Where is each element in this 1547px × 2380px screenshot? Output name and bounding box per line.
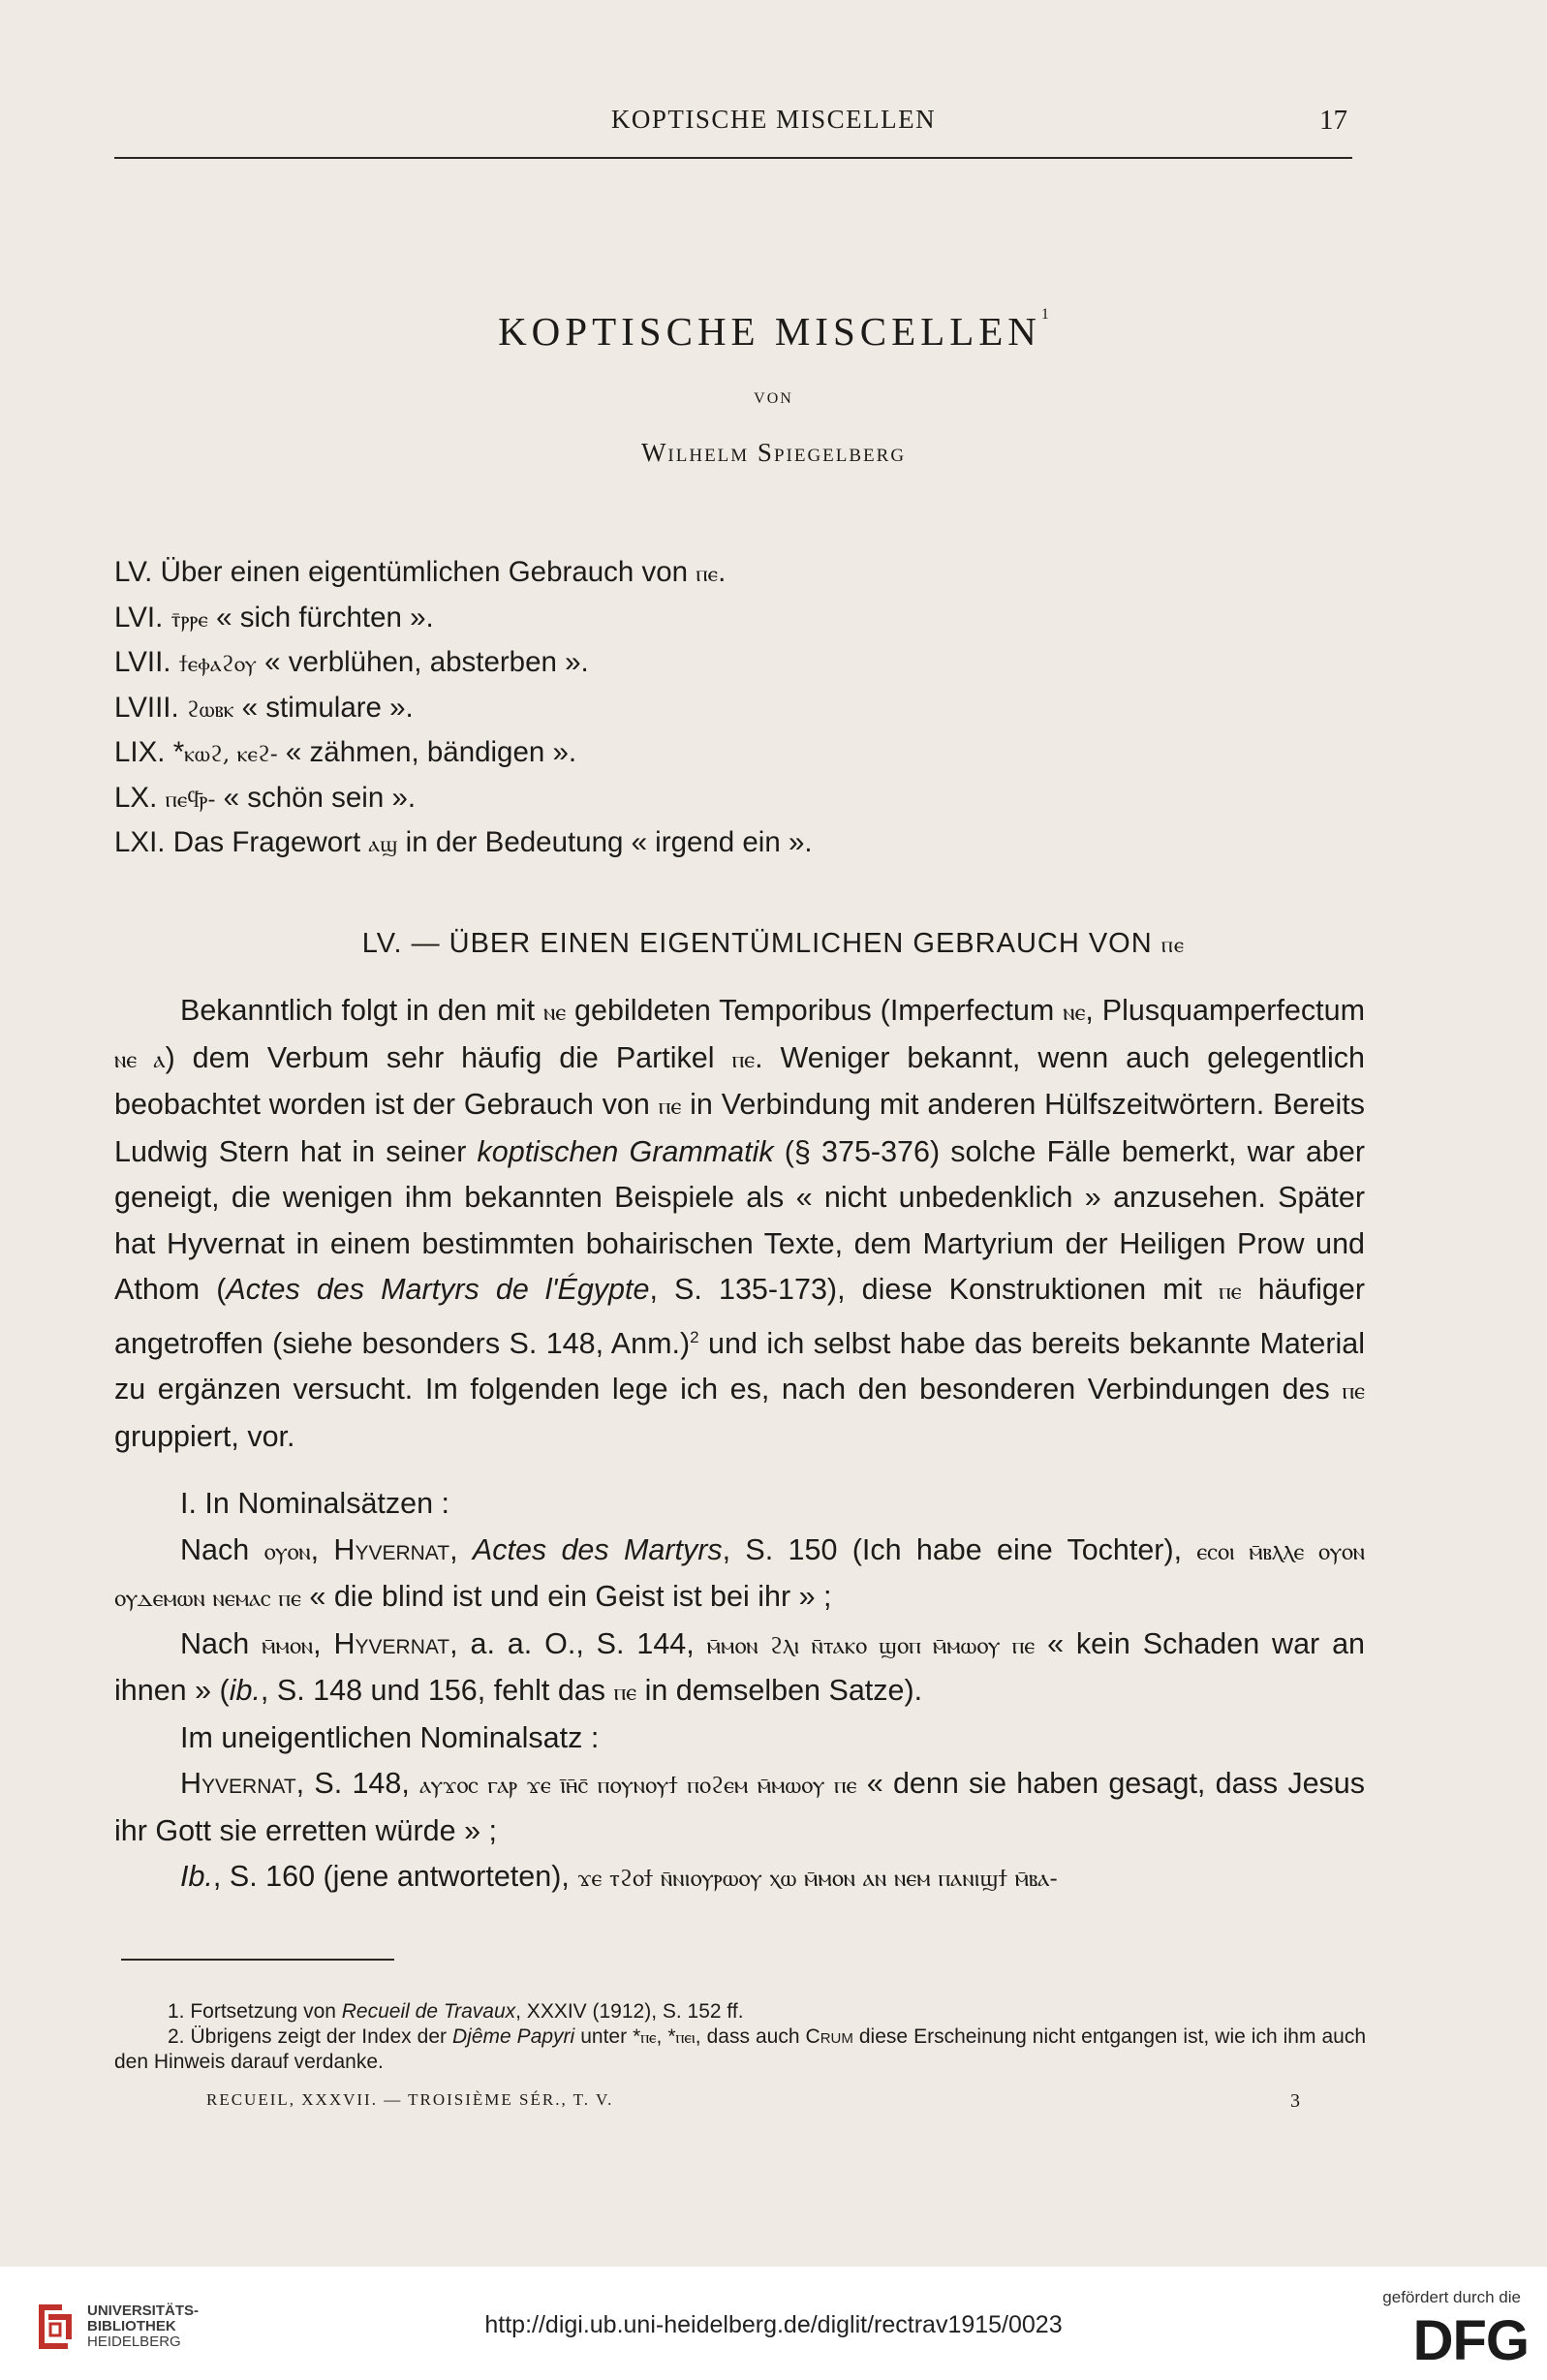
text-run: , S. 135-173), diese Konstruktionen mit [649, 1273, 1220, 1306]
text-run: BIBLIOTHEK [87, 2318, 176, 2334]
toc-text: Das Fragewort [172, 826, 369, 858]
toc-text: * [172, 736, 185, 768]
coptic-quote: ϫⲉ ⲧϩⲟϯ ⲛ̄ⲛⲓⲟⲩⲣⲱⲟⲩ ⲭⲱ ⲙ̄ⲙⲟⲛ ⲁⲛ ⲛⲉⲙ ⲡⲁⲛⲓϣϯ ⲙ̄ⲃⲁ- [577, 1864, 1058, 1893]
coptic-word: ⲡⲉ [640, 2026, 657, 2047]
coptic-word: ⲡⲉ [613, 1678, 637, 1707]
table-of-contents [114, 550, 1354, 866]
text-run: , [449, 1532, 473, 1566]
body-text [114, 988, 1365, 1901]
text-run: . Weniger bekannt, wenn auch gelegentlich beobachtet worden ist der Gebrauch von [114, 1040, 1365, 1121]
footnote-mark: 2 [690, 1327, 699, 1346]
book-title: Actes des Martyrs [472, 1532, 723, 1566]
coptic-word: ⲛⲉ [1063, 998, 1086, 1026]
paragraph [114, 1854, 1365, 1901]
coptic-quote: ⲁⲩϫⲟⲥ ⲅⲁⲣ ϫⲉ ⲓ̄ⲏ̄ⲥ̄ ⲡⲟⲩⲛⲟⲩϯ ⲡⲟϩⲉⲙ ⲙ̄ⲙⲱⲟⲩ ⲡⲉ [419, 1771, 857, 1800]
text-run: , S. 150 (Ich habe eine Tochter), [722, 1532, 1197, 1566]
toc-number: LVIII. [114, 691, 179, 724]
text-run: in Verbindung mit anderen Hülfszeitwörtern. Bereits Ludwig Stern hat in seiner [114, 1088, 1366, 1168]
text-run: , Plusquamperfectum [1085, 994, 1365, 1027]
book-title: koptischen Grammatik [477, 1134, 774, 1168]
coptic-word: ⲡⲉⲓ [675, 2026, 696, 2047]
toc-text: « schön sein ». [215, 781, 417, 814]
page-number: 17 [1319, 105, 1347, 136]
text-run: HEIDELBERG [87, 2334, 181, 2350]
coptic-word: ⲙ̄ⲙⲟⲛ [262, 1630, 314, 1659]
toc-text: « sich fürchten ». [207, 601, 434, 634]
footnote-mark: 1 [1040, 306, 1049, 323]
coptic-word: ⲡⲉ [1219, 1277, 1242, 1305]
book-title: Actes des Martyrs de l'Égypte [226, 1273, 650, 1306]
coptic-word: ⲡⲉ [696, 560, 719, 587]
running-head: KOPTISCHE MISCELLEN [610, 105, 937, 134]
toc-number: LX. [114, 781, 158, 814]
coptic-quote: ⲙ̄ⲙⲟⲛ ϩⲗⲓ ⲛ̄ⲧⲁⲕⲟ ϣⲟⲡ ⲙ̄ⲙⲱⲟⲩ ⲡⲉ [706, 1630, 1036, 1659]
text-run: Bekanntlich folgt in den mit [180, 994, 543, 1027]
coptic-word: ⲡⲉ [658, 1092, 682, 1120]
funding-label: gefördert durch die [1382, 2288, 1521, 2306]
section-heading-text: LV. — ÜBER EINEN EIGENTÜMLICHEN GEBRAUCH VON [361, 928, 1161, 959]
toc-text: in der Bedeutung « irgend ein ». [397, 826, 813, 858]
toc-text: « stimulare ». [233, 691, 414, 724]
text-run: , [310, 1532, 334, 1566]
paragraph [114, 1761, 1365, 1854]
text-run: Djême Papyri [452, 2025, 575, 2048]
text-run: , * [656, 2025, 676, 2048]
footnotes [114, 1999, 1366, 2075]
coptic-word: ϯⲉⲫⲁϩⲟⲩ [178, 650, 257, 677]
paragraph [114, 1622, 1365, 1715]
author-ref: Hyvernat [180, 1767, 296, 1801]
toc-entry [114, 686, 1354, 731]
text-run: UNIVERSITÄTS- [87, 2303, 200, 2319]
coptic-word: ⲛⲉ [542, 998, 567, 1026]
paragraph: I. In Nominalsätzen : [180, 1487, 450, 1521]
coptic-quote: ⲉⲥⲟⲓ ⲙ̄ⲃⲗⲗⲉ ⲟⲩⲟⲛ ⲟⲩⲇⲉⲙⲱⲛ ⲛⲉⲙⲁⲥ ⲡⲉ [114, 1536, 1365, 1613]
coptic-word: ⲛⲉ ⲁ [114, 1044, 166, 1073]
text-run: , a. a. O., S. 144, [449, 1626, 707, 1660]
author-ref: Crum [805, 2025, 853, 2048]
text-run: in demselben Satze). [636, 1674, 923, 1708]
toc-entry [114, 820, 1354, 866]
text-run: , [313, 1626, 334, 1660]
author-ref: Hyvernat [333, 1532, 450, 1566]
text-run: häufiger angetroffen (siehe besonders S. 148, Anm.) [114, 1273, 1365, 1360]
text-run: diese Erscheinung nicht entgangen ist, wie ich ihm auch den Hinweis darauf verdanke. [114, 2025, 1367, 2073]
text-run: « kein Schaden war an ihnen » ( [114, 1626, 1365, 1708]
text-run: , XXXIV (1912), S. 152 ff. [515, 2000, 744, 2023]
citation-abbrev: ib. [229, 1674, 261, 1708]
permalink-url[interactable]: http://digi.ub.uni-heidelberg.de/diglit/rectrav1915/0023 [484, 2311, 1063, 2338]
toc-entry [114, 640, 1354, 686]
text-run: unter * [574, 2025, 641, 2048]
text-run: , S. 160 (jene antworteten), [212, 1860, 578, 1894]
toc-entry [114, 596, 1354, 641]
toc-text: « verblühen, absterben ». [256, 646, 589, 678]
toc-number: LIX. [114, 736, 166, 768]
toc-text: « zähmen, bändigen ». [277, 736, 577, 768]
footnote-rule [121, 1959, 394, 1961]
text-run: , dass auch [695, 2025, 806, 2048]
text-run: « denn sie haben gesagt, dass Jesus ihr Gott sie erretten würde » ; [114, 1767, 1365, 1847]
coptic-word: ⲧ̄ⲣⲣⲉ [170, 604, 208, 633]
text-run: , S. 148 und 156, fehlt das [260, 1674, 614, 1708]
article-title [0, 308, 1547, 355]
dfg-logo[interactable]: DFG [1412, 2309, 1529, 2372]
text-run: gruppiert, vor. [114, 1419, 295, 1453]
signature-text: RECUEIL, XXXVII. — TROISIÈME SÉR., T. V. [206, 2090, 614, 2109]
byline-von: VON [754, 390, 793, 407]
text-run: 2. Übrigens zeigt der Index der [168, 2025, 452, 2048]
toc-entry [114, 550, 1354, 596]
toc-entry [114, 730, 1354, 776]
header-rule [114, 157, 1352, 159]
text-run: « die blind ist und ein Geist ist bei ihr » ; [300, 1580, 832, 1614]
toc-text: . [718, 556, 727, 588]
text-run: 1. Fortsetzung von [168, 2000, 342, 2023]
section-heading [0, 928, 1547, 960]
toc-number: LVII. [114, 646, 171, 678]
paragraph: Im uneigentlichen Nominalsatz : [180, 1720, 600, 1754]
coptic-word: ⲡⲉ [731, 1044, 756, 1073]
coptic-word: ⲡⲉϥ̄ⲣ- [165, 785, 216, 813]
paragraph [114, 988, 1365, 1460]
toc-number: LVI. [114, 601, 164, 634]
article-title-text: KOPTISCHE MISCELLEN [498, 309, 1041, 354]
text-run: ) dem Verbum sehr häufig die Partikel [165, 1040, 732, 1074]
toc-entry [114, 776, 1354, 821]
text-run: Nach [180, 1532, 264, 1566]
text-run: Recueil de Travaux [341, 2000, 516, 2023]
footnote [114, 1999, 1366, 2025]
coptic-word: ⲡⲉ [1160, 932, 1186, 958]
author-ref: Hyvernat [333, 1626, 450, 1660]
viewer-footer [0, 2267, 1547, 2380]
text-run: , S. 148, [295, 1767, 420, 1801]
citation-abbrev: Ib. [180, 1860, 213, 1894]
coptic-word: ⲟⲩⲟⲛ [263, 1536, 311, 1565]
text-run: und ich selbst habe das bereits bekannte Material zu ergänzen versucht. Im folgenden lege ich es, nach den besonderen Verbindungen des [114, 1326, 1365, 1406]
signature-number: 3 [1290, 2090, 1302, 2112]
toc-text: Über einen eigentümlichen Gebrauch von [160, 556, 696, 588]
text-run: gebildeten Temporibus (Imperfectum [566, 994, 1064, 1027]
footnote [114, 2025, 1366, 2075]
coptic-word: ⲕⲱϩ, ⲕⲉϩ- [184, 740, 278, 767]
coptic-word: ϩⲱⲃⲕ [186, 695, 234, 723]
author-name: Wilhelm Spiegelberg [640, 438, 907, 467]
text-run: (§ 375-376) solche Fälle bemerkt, war aber geneigt, die wenigen ihm bekannten Beispiele als « nicht unbedenklich » anzusehen. Später hat Hyvernat in einem bestimmten bohairischen Texte, dem Martyrium der Heiligen Prow und Athom ( [114, 1134, 1365, 1306]
coptic-word: ⲡⲉ [1342, 1376, 1365, 1406]
toc-number: LV. [114, 556, 153, 588]
text-run: Nach [180, 1626, 263, 1660]
paragraph [114, 1528, 1365, 1622]
coptic-word: ⲁϣ [368, 830, 398, 857]
toc-number: LXI. [114, 826, 166, 858]
